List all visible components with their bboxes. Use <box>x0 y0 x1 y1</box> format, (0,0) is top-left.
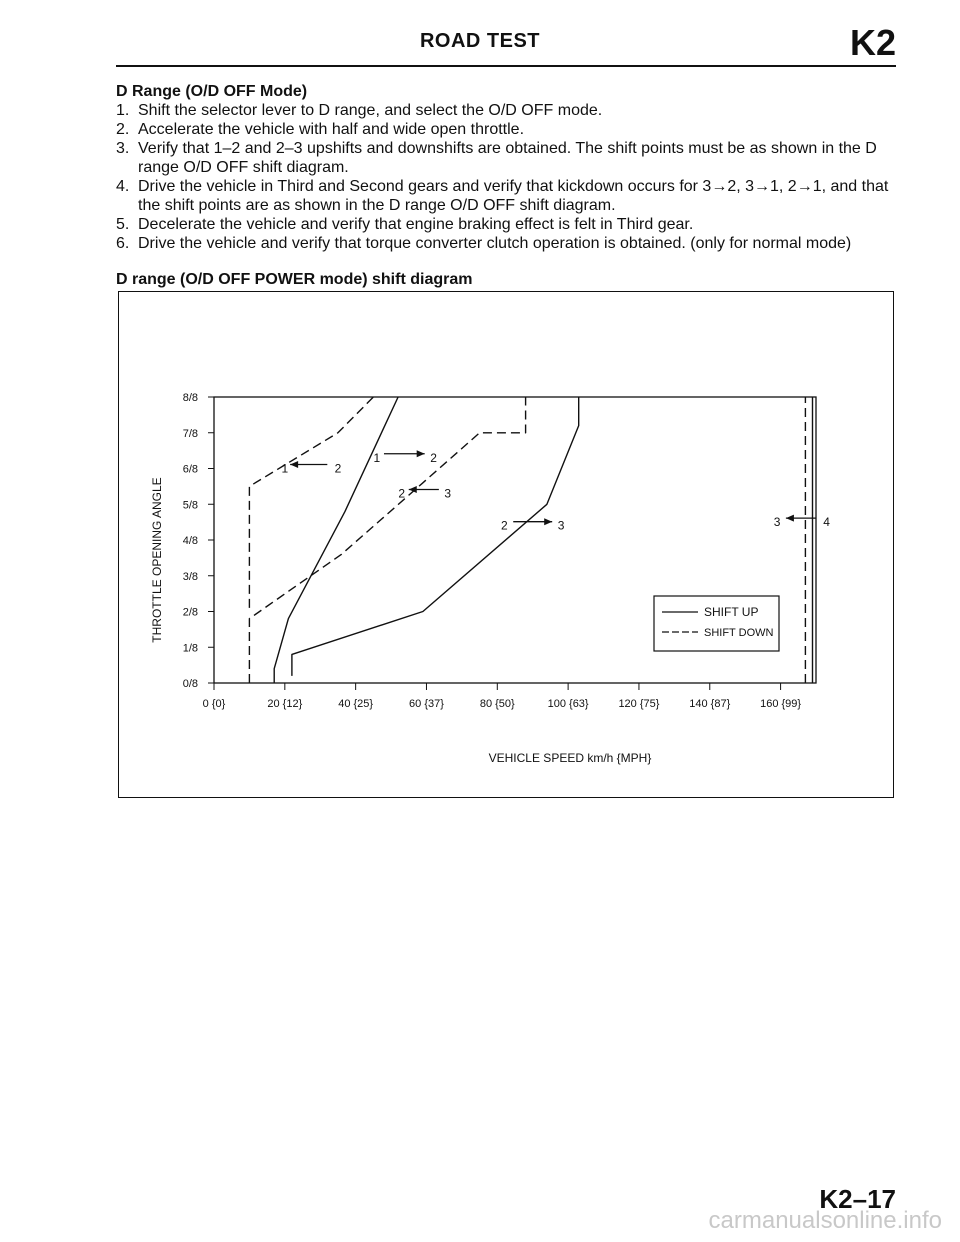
gear-label: 2 <box>398 486 406 501</box>
step-number: 5. <box>116 216 130 233</box>
site-watermark: carmanualsonline.info <box>708 1207 942 1234</box>
page-header-title: ROAD TEST <box>419 30 541 52</box>
gear-label: 3 <box>557 518 565 533</box>
step-text: Decelerate the vehicle and verify that engine braking effect is felt in Third gear. <box>138 216 694 233</box>
gear-label: 4 <box>823 515 830 530</box>
section-heading: D Range (O/D OFF Mode) <box>116 83 308 100</box>
gear-label: 1 <box>373 450 381 465</box>
gear-label: 1 <box>281 461 289 476</box>
x-tick-label: 60 {37} <box>409 698 444 710</box>
gear-label: 3 <box>773 515 781 530</box>
x-tick-label: 80 {50} <box>479 698 515 710</box>
step-text: Verify that 1–2 and 2–3 upshifts and downshifts are obtained. The shift points must be as shown in the D range O/D OFF shift diagram. <box>138 140 877 176</box>
step-number: 1. <box>116 102 130 119</box>
downshift-arrow-2-1-head <box>290 461 298 468</box>
legend-label: SHIFT UP <box>704 605 759 619</box>
y-axis-title: THROTTLE OPENING ANGLE <box>150 477 164 643</box>
upshift-arrow-2-3-head <box>544 518 552 525</box>
shift-line-down-1 <box>249 397 525 683</box>
x-axis-title: VEHICLE SPEED km/h {MPH} <box>488 751 652 765</box>
upshift-arrow-1-2-head <box>417 450 425 457</box>
diagram-title: D range (O/D OFF POWER mode) shift diagram <box>116 271 473 288</box>
step-text: Shift the selector lever to D range, and select the O/D OFF mode. <box>138 102 603 119</box>
y-tick-label: 2/8 <box>182 606 198 619</box>
x-tick-label: 100 {63} <box>547 698 589 710</box>
step-text: Drive the vehicle in Third and Second gears and verify that kickdown occurs for 3→2, 3→1, 2→1, and that the shift points are as shown in the D range O/D OFF shift diagram. <box>138 178 889 214</box>
step-number: 6. <box>116 235 130 252</box>
x-tick-label: 120 {75} <box>618 698 660 710</box>
section-code: K2 <box>849 22 896 63</box>
step-number: 2. <box>116 121 130 138</box>
x-tick-label: 20 {12} <box>267 698 303 710</box>
legend-label: SHIFT DOWN <box>704 627 774 639</box>
y-tick-label: 7/8 <box>182 427 198 440</box>
step-number: 4. <box>116 178 130 195</box>
downshift-arrow-4-3-head <box>786 515 794 522</box>
x-tick-label: 140 {87} <box>689 698 731 710</box>
x-tick-label: 160 {99} <box>760 698 802 710</box>
step-text: Accelerate the vehicle with half and wide open throttle. <box>138 121 525 138</box>
y-tick-label: 3/8 <box>182 570 198 583</box>
gear-label: 3 <box>444 486 452 501</box>
x-tick-label: 40 {25} <box>338 698 374 710</box>
shift-line-up-3 <box>292 397 579 676</box>
step-number: 3. <box>116 140 130 157</box>
step-text: Drive the vehicle and verify that torque converter clutch operation is obtained. (only for normal mode) <box>138 235 852 252</box>
page-number: K2–17 <box>819 1184 896 1214</box>
y-tick-label: 4/8 <box>182 535 198 547</box>
gear-label: 2 <box>430 450 437 465</box>
y-tick-label: 8/8 <box>182 392 198 404</box>
y-tick-label: 1/8 <box>182 642 198 655</box>
y-tick-label: 6/8 <box>182 463 198 476</box>
x-tick-label: 0 {0} <box>202 698 226 710</box>
gear-label: 2 <box>334 461 342 476</box>
gear-label: 2 <box>501 518 508 533</box>
y-tick-label: 0/8 <box>182 678 198 690</box>
y-tick-label: 5/8 <box>182 499 198 512</box>
